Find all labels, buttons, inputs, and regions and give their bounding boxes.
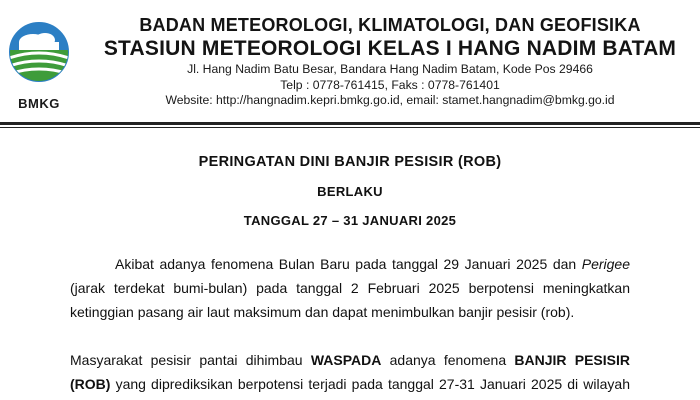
paragraph-2-line-1: Masyarakat pesisir pantai dihimbau WASPADA adanya fenomena BANJIR PESISIR — [70, 352, 630, 368]
document-title: PERINGATAN DINI BANJIR PESISIR (ROB) — [198, 154, 502, 170]
header-rule-thin — [0, 127, 700, 128]
website-email: Website: http://hangnadim.kepri.bmkg.go.id, email: stamet.hangnadim@bmkg.go.id — [165, 93, 615, 107]
bmkg-emblem-icon — [7, 12, 71, 96]
bmkg-logo — [7, 12, 71, 116]
paragraph-1 — [70, 252, 630, 324]
paragraph-1-line-2: (jarak terdekat bumi-bulan) pada tanggal 2 Februari 2025 berpotensi meningkatkan — [70, 280, 630, 296]
paragraph-2 — [70, 348, 630, 396]
rob-term: (ROB) — [70, 376, 111, 392]
header-rule-thick — [0, 122, 700, 125]
paragraph-1-line-1: Akibat adanya fenomena Bulan Baru pada tanggal 29 Januari 2025 dan Perigee — [115, 256, 630, 272]
document-subtitle: BERLAKU — [317, 184, 383, 199]
paragraph-1-line-3: ketinggian pasang air laut maksimum dan dapat menimbulkan banjir pesisir (rob). — [70, 304, 575, 320]
letterhead-text — [90, 14, 690, 109]
station-name: STASIUN METEOROLOGI KELAS I HANG NADIM BATAM — [103, 37, 677, 60]
perigee-term: Perigee — [581, 256, 630, 272]
letterhead — [0, 0, 700, 130]
logo-text: BMKG — [18, 96, 60, 111]
document-date-range: TANGGAL 27 – 31 JANUARI 2025 — [243, 213, 457, 228]
waspada-term: WASPADA — [310, 352, 382, 368]
agency-name: BADAN METEOROLOGI, KLIMATOLOGI, DAN GEOFISIKA — [139, 15, 641, 35]
banjir-pesisir-term: BANJIR PESISIR — [514, 352, 630, 368]
address: Jl. Hang Nadim Batu Besar, Bandara Hang Nadim Batam, Kode Pos 29466 — [187, 62, 593, 76]
phone-fax: Telp : 0778-761415, Faks : 0778-761401 — [280, 77, 500, 92]
paragraph-2-line-2: (ROB) yang diprediksikan berpotensi terjadi pada tanggal 27-31 Januari 2025 di wilayah — [70, 376, 630, 392]
document-titles — [0, 153, 700, 229]
